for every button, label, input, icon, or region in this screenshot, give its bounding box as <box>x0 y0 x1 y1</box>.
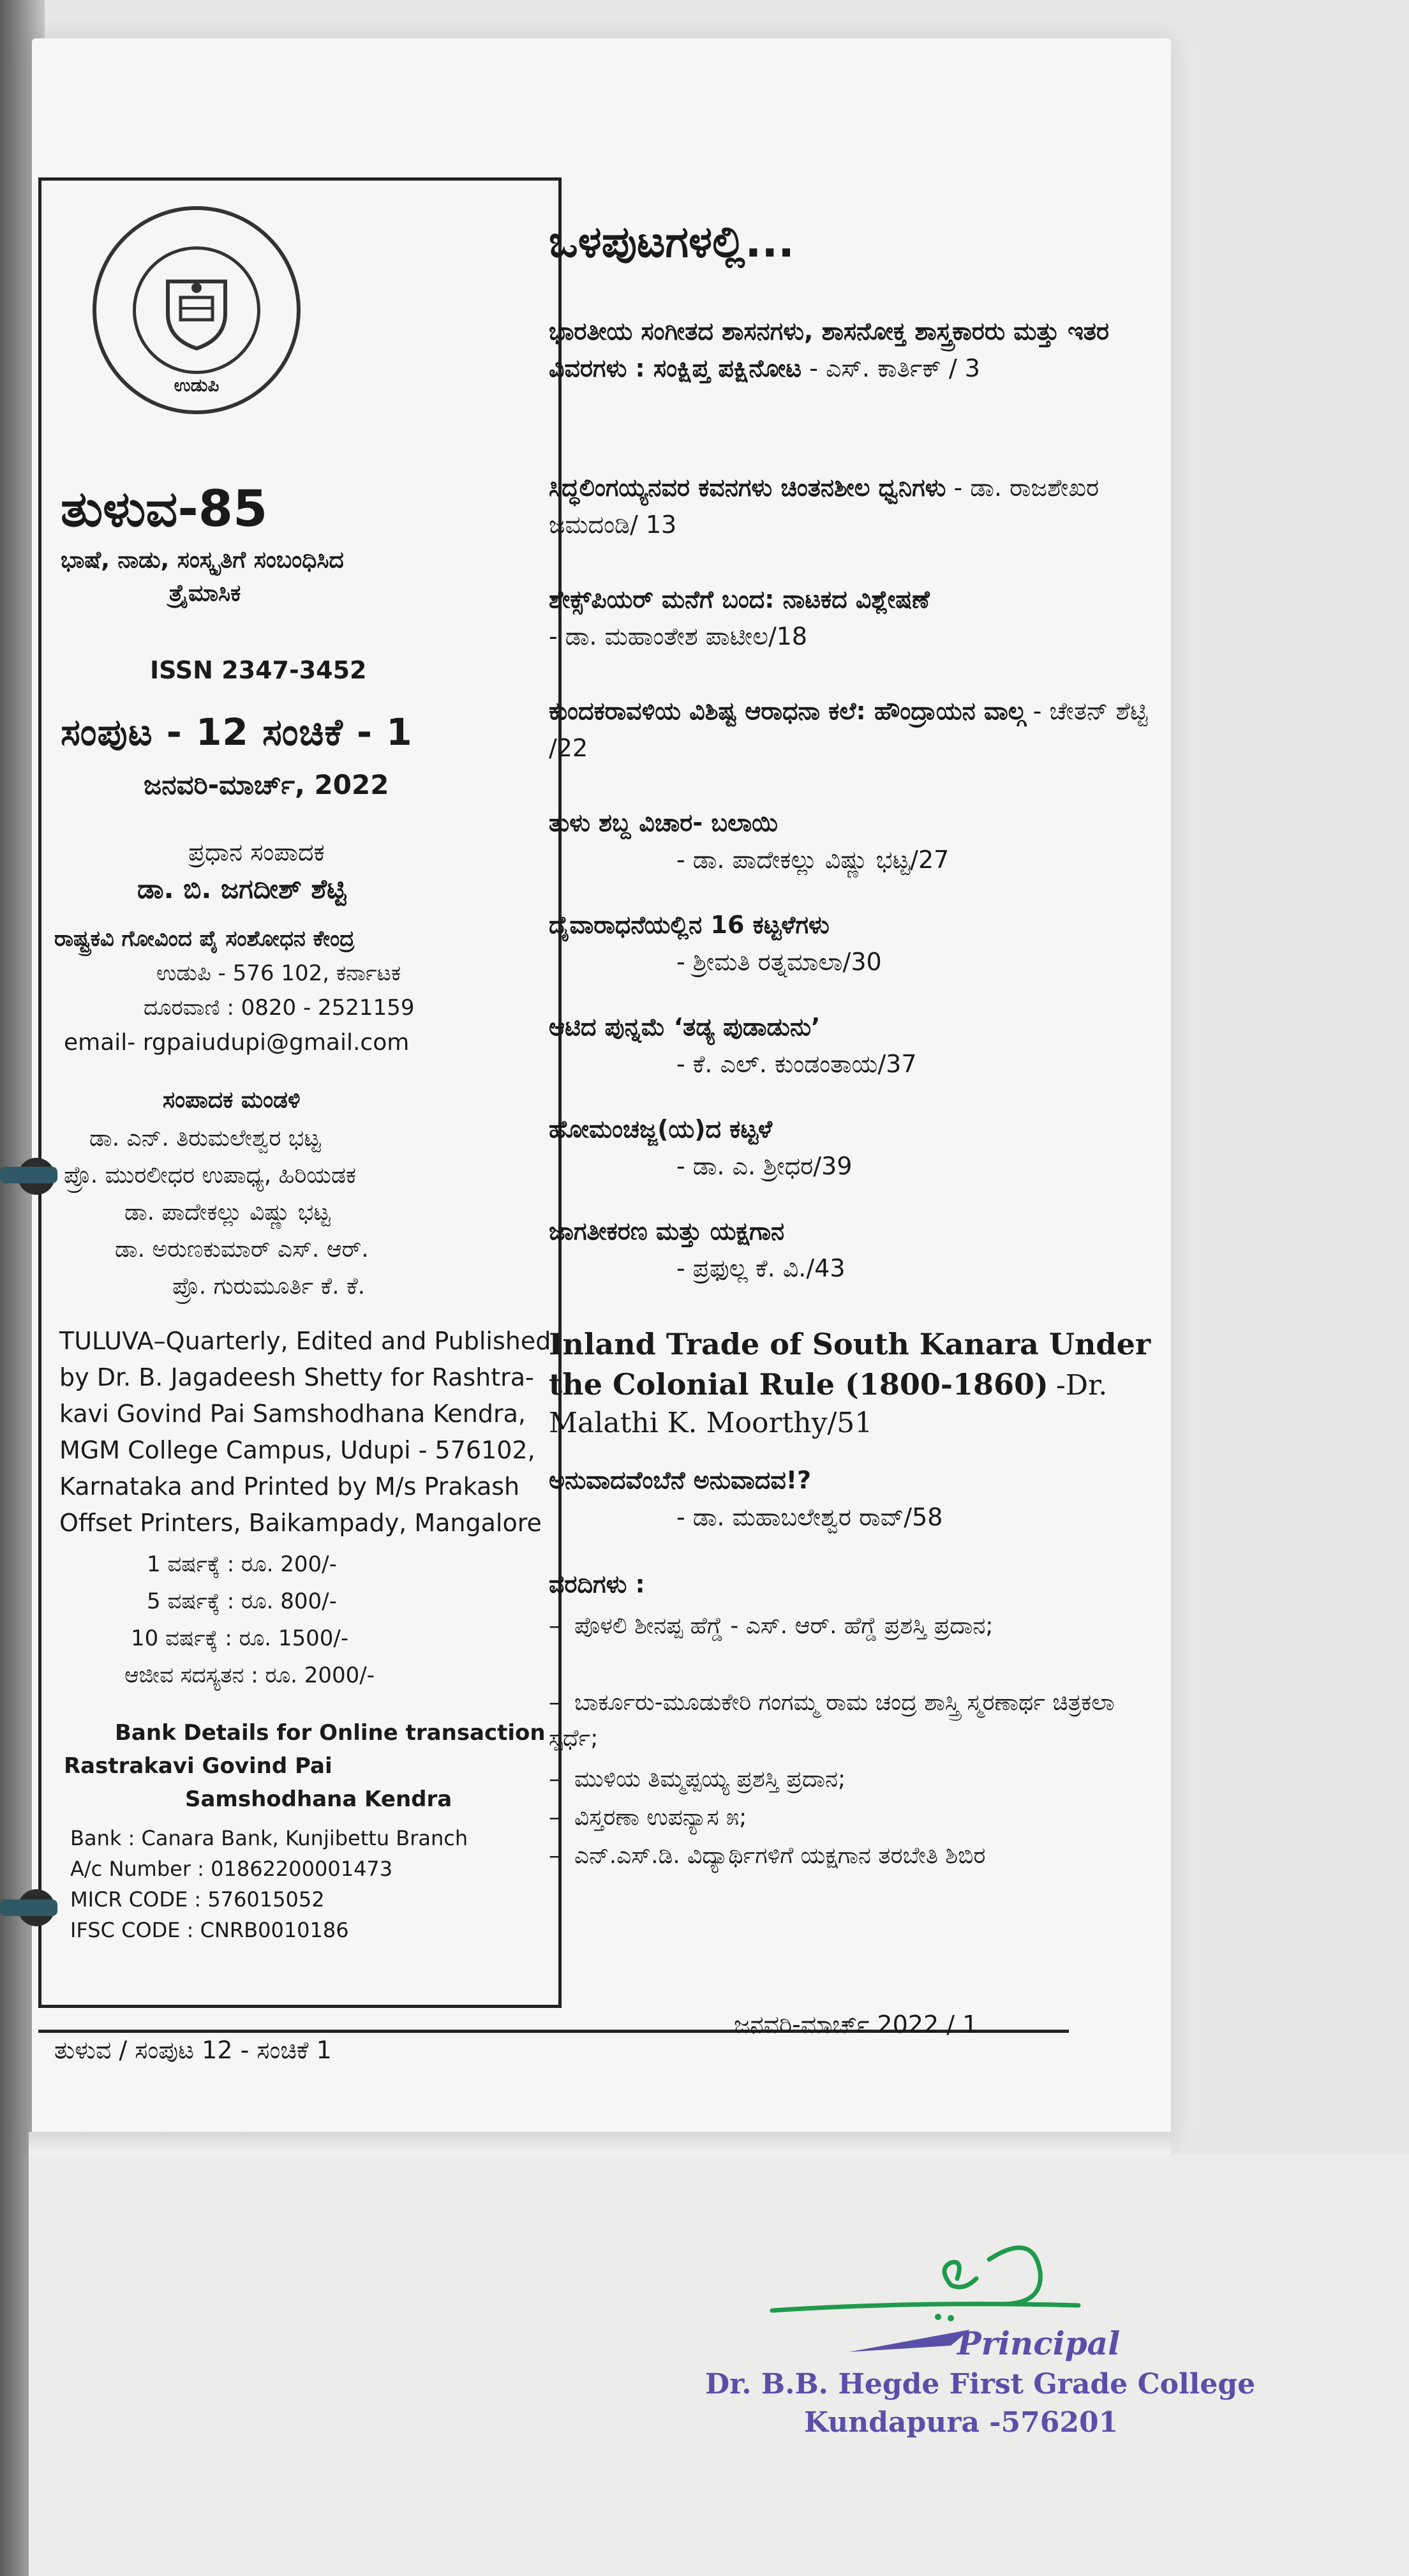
article-author: - ಡಾ. ಪಾದೇಕಲ್ಲು ವಿಷ್ಣು ಭಟ್ಟ/27 <box>676 846 950 874</box>
institute-address: ಉಡುಪಿ - 576 102, ಕರ್ನಾಟಕ <box>156 961 401 986</box>
email-address: email- rgpaiudupi@gmail.com <box>64 1030 410 1056</box>
footer-journal-info: ತುಳುವ / ಸಂಪುಟ 12 - ಸಂಚಿಕೆ 1 <box>54 2036 332 2064</box>
board-member: ಪ್ರೊ. ಮುರಲೀಧರ ಉಪಾಧ್ಯ, ಹಿರಿಯಡಕ <box>64 1162 357 1188</box>
report-item: – ಬಾರ್ಕೂರು-ಮೂಡುಕೇರಿ ಗಂಗಮ್ಮ ರಾಮ ಚಂದ್ರ ಶಾಸ್ತ್ರಿ ಸ್ಮರಣಾರ್ಥ ಚಿತ್ರಕಲಾ ಸ್ಪರ್ಧೆ; <box>549 1689 1115 1751</box>
binding-thread <box>0 1167 57 1183</box>
contents-heading: ಒಳಪುಟಗಳಲ್ಲಿ... <box>549 217 794 267</box>
board-member: ಡಾ. ಅರುಣಕುಮಾರ್ ಎಸ್. ಆರ್. <box>115 1236 369 1262</box>
chief-editor-label: ಪ್ರಧಾನ ಸಂಪಾದಕ <box>188 838 325 866</box>
article-author: - ಶ್ರೀಮತಿ ರತ್ನಮಾಲಾ/30 <box>676 948 882 976</box>
journal-frequency: ತ್ರೈಮಾಸಿಕ <box>169 580 241 606</box>
issn: ISSN 2347-3452 <box>150 656 367 684</box>
seal-caption: ಉಡುಪಿ <box>174 375 220 396</box>
article-author: - ಕೆ. ಎಲ್. ಕುಂಡಂತಾಯ/37 <box>676 1050 917 1078</box>
chief-editor-name: ಡಾ. ಬಿ. ಜಗದೀಶ್ ಶೆಟ್ಟಿ <box>137 873 347 904</box>
article-author: - ಡಾ. ಮಹಾಬಲೇಶ್ವರ ರಾವ್/58 <box>676 1503 943 1531</box>
stamp-place: Kundapura -576201 <box>804 2406 1119 2439</box>
article-title: ಸಿದ್ಧಲಿಂಗಯ್ಯನವರ ಕವನಗಳು ಚಿಂತನಶೀಲ ಧ್ವನಿಗಳು <box>549 474 946 502</box>
emblem-shield-icon <box>155 269 238 352</box>
subscription-rate: 10 ವರ್ಷಕ್ಕೆ : ರೂ. 1500/- <box>131 1626 349 1651</box>
bank-detail: Bank : Canara Bank, Kunjibettu Branch <box>70 1826 468 1850</box>
editorial-board-title: ಸಂಪಾದಕ ಮಂಡಳಿ <box>163 1087 301 1113</box>
article-author: - ಚೇತನ್ ಶೆಟ್ಟಿ /22 <box>549 697 1148 762</box>
report-item: – ಪೊಳಲಿ ಶೀನಪ್ಪ ಹೆಗ್ಡೆ - ಎಸ್. ಆರ್. ಹೆಗ್ಡೆ ಪ್ರಶಸ್ತಿ ಪ್ರದಾನ; <box>549 1613 994 1639</box>
journal-subtitle: ಭಾಷೆ, ನಾಡು, ಸಂಸ್ಕೃತಿಗೆ ಸಂಬಂಧಿಸಿದ <box>61 547 344 573</box>
contents-entry <box>549 581 1161 655</box>
stamp-college: Dr. B.B. Hegde First Grade College <box>705 2368 1256 2400</box>
issue-period: ಜನವರಿ-ಮಾರ್ಚ್, 2022 <box>144 769 389 800</box>
subscription-rate: 1 ವರ್ಷಕ್ಕೆ : ರೂ. 200/- <box>147 1552 337 1577</box>
contents-entry <box>549 1462 1161 1536</box>
publication-note: TULUVA–Quarterly, Edited and Published by Dr. B. Jagadeesh Shetty for Rashtra-kavi Govind Pai Samshodhana Kendra, MGM College Campus, Udupi - 576102, Karnataka and Printed by M/s Prakash Offset Printers, Baikampady, Mangalore <box>59 1327 551 1537</box>
subscription-rate: ಆಜೀವ ಸದಸ್ಯತನ : ರೂ. 2000/- <box>124 1663 375 1688</box>
contents-entry <box>549 1213 1161 1287</box>
article-title: ಭಾರತೀಯ ಸಂಗೀತದ ಶಾಸನಗಳು, ಶಾಸನೋಕ್ತ ಶಾಸ್ತ್ರಕಾರರು ಮತ್ತು ಇತರ ವಿವರಗಳು : ಸಂಕ್ಷಿಪ್ತ ಪಕ್ಷಿನೋಟ <box>549 317 1110 382</box>
article-title: ಜಾಗತೀಕರಣ ಮತ್ತು ಯಕ್ಷಗಾನ <box>549 1217 785 1245</box>
contents-entry <box>549 1324 1161 1442</box>
volume-issue: ಸಂಪುಟ - 12 ಸಂಚಿಕೆ - 1 <box>61 710 413 754</box>
bank-account-name: Rastrakavi Govind Pai <box>64 1753 332 1779</box>
masthead-panel <box>38 177 562 2008</box>
contents-entry <box>549 313 1161 387</box>
article-author: - ಡಾ. ಎ. ಶ್ರೀಧರ/39 <box>676 1152 853 1180</box>
article-title: ಅನುವಾದವೆಂಬೆನೆ ಅನುವಾದವ!? <box>549 1466 812 1494</box>
bank-detail: A/c Number : 01862200001473 <box>70 1857 393 1881</box>
contents-entry <box>549 1111 1161 1185</box>
contents-entry <box>549 469 1161 543</box>
report-text: ಪೊಳಲಿ ಶೀನಪ್ಪ ಹೆಗ್ಡೆ - ಎಸ್. ಆರ್. ಹೆಗ್ಡೆ ಪ್ರಶಸ್ತಿ ಪ್ರದಾನ; <box>574 1613 994 1639</box>
contents-entry <box>549 804 1161 878</box>
article-author: -Dr. Malathi K. Moorthy/51 <box>549 1369 1108 1439</box>
report-item: – ಎನ್.ಎಸ್.ಡಿ. ವಿದ್ಯಾರ್ಥಿಗಳಿಗೆ ಯಕ್ಷಗಾನ ತರಬೇತಿ ಶಿಬಿರ <box>549 1843 986 1869</box>
contents-entry <box>549 693 1161 767</box>
bank-detail: IFSC CODE : CNRB0010186 <box>70 1918 349 1942</box>
stamp-title: Principal <box>957 2325 1121 2362</box>
article-author: - ಎಸ್. ಕಾರ್ತಿಕ್ / 3 <box>809 354 980 382</box>
lower-sheet <box>29 2155 1409 2576</box>
report-text: ಎನ್.ಎಸ್.ಡಿ. ವಿದ್ಯಾರ್ಥಿಗಳಿಗೆ ಯಕ್ಷಗಾನ ತರಬೇತಿ ಶಿಬಿರ <box>574 1843 986 1869</box>
phone-number: ದೂರವಾಣಿ : 0820 - 2521159 <box>144 995 415 1021</box>
seal-emblem <box>133 246 260 374</box>
institute-name: ರಾಷ್ಟ್ರಕವಿ ಗೋವಿಂದ ಪೈ ಸಂಶೋಧನ ಕೇಂದ್ರ <box>54 926 355 952</box>
binding-thread <box>0 1899 57 1916</box>
report-item: – ವಿಸ್ತರಣಾ ಉಪನ್ಯಾಸ ೫; <box>549 1804 747 1831</box>
board-member: ಡಾ. ಎನ್. ತಿರುಮಲೇಶ್ವರ ಭಟ್ಟ <box>89 1125 321 1151</box>
subscription-rate: 5 ವರ್ಷಕ್ಕೆ : ರೂ. 800/- <box>147 1589 337 1614</box>
article-title: ಶೇಕ್ಸ್‌ಪಿಯರ್ ಮನೆಗೆ ಬಂದ: ನಾಟಕದ ವಿಶ್ಲೇಷಣೆ <box>549 585 930 613</box>
institute-seal-icon <box>93 206 301 414</box>
article-author: - ಪ್ರಫುಲ್ಲ ಕೆ. ವಿ./43 <box>676 1254 846 1282</box>
article-title: ಕುಂದಕರಾವಳಿಯ ವಿಶಿಷ್ಟ ಆರಾಧನಾ ಕಲೆ: ಹೌಂದ್ರಾಯನ ವಾಲ್ಗ <box>549 697 1025 725</box>
board-member: ಡಾ. ಪಾದೇಕಲ್ಲು ವಿಷ್ಣು ಭಟ್ಟ <box>124 1199 331 1225</box>
footer-page-number: ಜನವರಿ-ಮಾರ್ಚ್ 2022 / 1 <box>734 2011 978 2039</box>
contents-entry <box>549 906 1161 980</box>
article-title: ಆಟಿದ ಪುನ್ನಮೆ ‘ತಡ್ಯ ಪುಡಾಡುನು’ <box>549 1013 821 1041</box>
bank-heading: Bank Details for Online transaction <box>115 1720 546 1746</box>
article-author: - ಡಾ. ರಾಜಶೇಖರ ಜಮದಂಡಿ/ 13 <box>549 474 1100 539</box>
article-title: ಹೋಮಂಚಜ್ಜ(ಯ)ದ ಕಟ್ಟಳೆ <box>549 1115 773 1143</box>
bank-detail: MICR CODE : 576015052 <box>70 1887 325 1912</box>
report-text: ಬಾರ್ಕೂರು-ಮೂಡುಕೇರಿ ಗಂಗಮ್ಮ ರಾಮ ಚಂದ್ರ ಶಾಸ್ತ್ರಿ ಸ್ಮರಣಾರ್ಥ ಚಿತ್ರಕಲಾ ಸ್ಪರ್ಧೆ; <box>549 1689 1115 1751</box>
article-title: Inland Trade of South Kanara Under the Colonial Rule (1800-1860) <box>549 1327 1151 1402</box>
bank-account-name-cont: Samshodhana Kendra <box>185 1786 452 1812</box>
reports-title: ವರದಿಗಳು : <box>549 1570 645 1598</box>
article-title: ತುಳು ಶಬ್ದ ವಿಚಾರ- ಬಲಾಯಿ <box>549 809 778 837</box>
article-author: - ಡಾ. ಮಹಾಂತೇಶ ಪಾಟೀಲ/18 <box>549 622 808 650</box>
page-edge <box>29 2132 1171 2155</box>
article-title: ದೈವಾರಾಧನೆಯಲ್ಲಿನ 16 ಕಟ್ಟಳೆಗಳು <box>549 911 830 939</box>
journal-title: ತುಳುವ-85 <box>61 481 268 538</box>
report-item: – ಮುಳಿಯ ತಿಮ್ಮಪ್ಪಯ್ಯ ಪ್ರಶಸ್ತಿ ಪ್ರದಾನ; <box>549 1766 846 1792</box>
report-text: ಮುಳಿಯ ತಿಮ್ಮಪ್ಪಯ್ಯ ಪ್ರಶಸ್ತಿ ಪ್ರದಾನ; <box>574 1766 846 1792</box>
report-text: ವಿಸ್ತರಣಾ ಉಪನ್ಯಾಸ ೫; <box>574 1804 747 1831</box>
board-member: ಪ್ರೊ. ಗುರುಮೂರ್ತಿ ಕೆ. ಕೆ. <box>172 1273 366 1299</box>
contents-entry <box>549 1008 1161 1082</box>
